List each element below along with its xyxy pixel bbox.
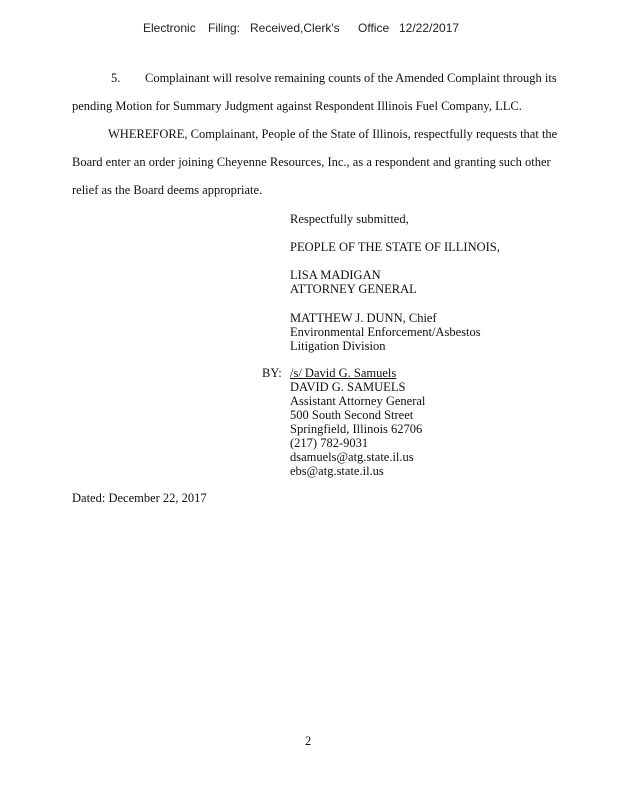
chief-name: MATTHEW J. DUNN, Chief bbox=[290, 311, 437, 325]
phone-number: (217) 782-9031 bbox=[290, 436, 369, 450]
wherefore-line-1: WHEREFORE, Complainant, People of the State of Illinois, respectfully requests that the bbox=[108, 127, 558, 141]
electronic-signature: /s/ David G. Samuels bbox=[290, 366, 397, 380]
wherefore-line-2: Board enter an order joining Cheyenne Resources, Inc., as a respondent and granting such other bbox=[72, 155, 551, 169]
header-office: Office bbox=[358, 21, 390, 35]
address-line-1: 500 South Second Street bbox=[290, 408, 414, 422]
signer-name: DAVID G. SAMUELS bbox=[290, 380, 406, 394]
address-line-2: Springfield, Illinois 62706 bbox=[290, 422, 423, 436]
wherefore-line-3: relief as the Board deems appropriate. bbox=[72, 183, 263, 197]
people-of-illinois: PEOPLE OF THE STATE OF ILLINOIS, bbox=[290, 240, 500, 254]
header-date: 12/22/2017 bbox=[399, 21, 460, 35]
dated-line: Dated: December 22, 2017 bbox=[72, 491, 207, 505]
page-number: 2 bbox=[305, 734, 312, 748]
by-label: BY: bbox=[262, 366, 282, 380]
respectfully-submitted: Respectfully submitted, bbox=[290, 212, 409, 226]
attorney-general-name: LISA MADIGAN bbox=[290, 268, 381, 282]
paragraph-5-line-2: pending Motion for Summary Judgment against Respondent Illinois Fuel Company, LLC. bbox=[72, 99, 522, 113]
signer-title: Assistant Attorney General bbox=[290, 394, 426, 408]
email-2: ebs@atg.state.il.us bbox=[290, 464, 384, 478]
attorney-general-title: ATTORNEY GENERAL bbox=[290, 282, 417, 296]
header-filing: Filing: bbox=[208, 21, 241, 35]
paragraph-5-number: 5. bbox=[111, 71, 121, 85]
chief-division-line-2: Litigation Division bbox=[290, 339, 386, 353]
header-received-clerks: Received,Clerk's bbox=[250, 21, 340, 35]
chief-division-line-1: Environmental Enforcement/Asbestos bbox=[290, 325, 481, 339]
email-1: dsamuels@atg.state.il.us bbox=[290, 450, 414, 464]
header-electronic: Electronic bbox=[143, 21, 196, 35]
paragraph-5-line-1: Complainant will resolve remaining counts of the Amended Complaint through its bbox=[145, 71, 557, 85]
